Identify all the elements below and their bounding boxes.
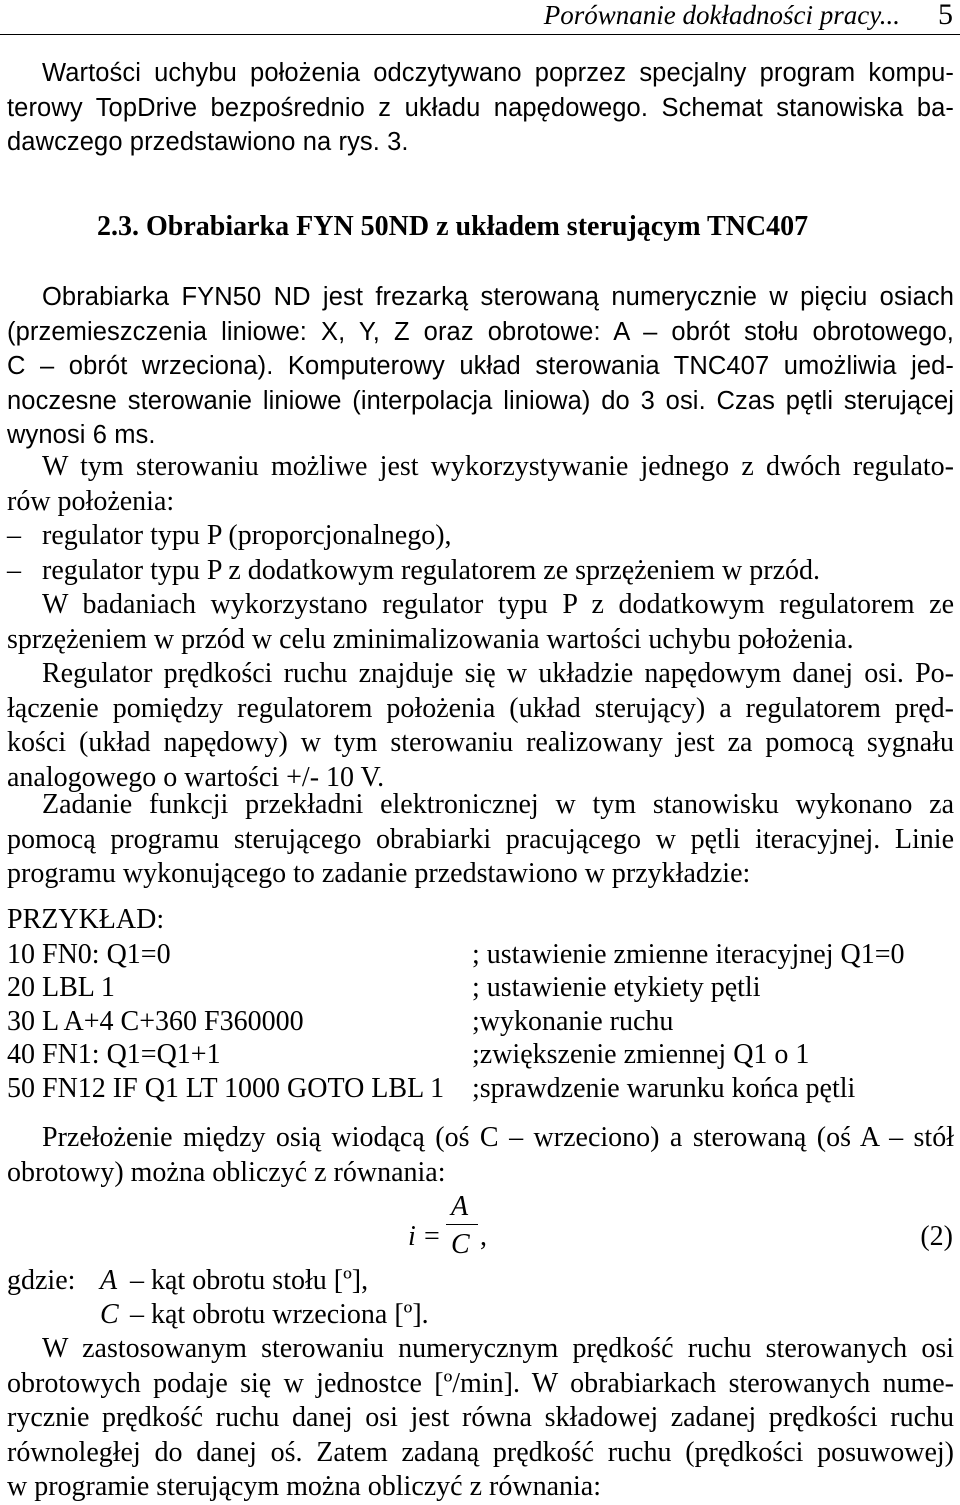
running-header xyxy=(0,0,960,35)
paragraph-ratio xyxy=(7,1121,954,1190)
equation-2 xyxy=(0,1190,960,1270)
definition-symbol: C xyxy=(100,1299,119,1330)
equation-lhs: i xyxy=(408,1221,416,1252)
text-line: C – obrót wrzeciona). Komputerowy układ sterowania TNC407 umożliwia jed- xyxy=(7,352,954,380)
paragraph-research xyxy=(7,588,954,657)
intro-paragraph xyxy=(7,56,954,160)
paragraph-regulators xyxy=(7,450,954,519)
text-line: analogowego o wartości +/- 10 V. xyxy=(7,761,385,793)
text-line: kości (układ napędowy) w tym sterowaniu realizowany jest za pomocą sygnału xyxy=(7,727,954,758)
equation-equals: = xyxy=(424,1221,440,1252)
definition-symbol: A xyxy=(100,1265,118,1296)
text-line: Obrabiarka FYN50 ND jest frezarką sterowaną numerycznie w pięciu osiach xyxy=(42,283,954,311)
code-comment: ; ustawienie zmienne iteracyjnej Q1=0 xyxy=(472,938,905,970)
equation-comma: , xyxy=(480,1221,487,1252)
code-row xyxy=(7,1072,954,1106)
code-line: 30 L A+4 C+360 F360000 xyxy=(7,1005,304,1037)
example-program xyxy=(7,903,954,1105)
code-row xyxy=(7,938,954,972)
text-line: rów położenia: xyxy=(7,485,175,517)
regulator-list xyxy=(7,519,954,588)
where-label: gdzie: xyxy=(7,1265,76,1296)
text-line: terowy TopDrive bezpośrednio z układu napędowego. Schemat stanowiska ba- xyxy=(7,93,954,122)
list-dash: – xyxy=(7,554,21,586)
text-line: (przemieszczenia liniowe: X, Y, Z oraz obrotowe: A – obrót stołu obrotowego, xyxy=(7,317,954,346)
list-item xyxy=(7,554,954,589)
text-line: obrotowy) można obliczyć z równania: xyxy=(7,1156,446,1188)
list-item-text: regulator typu P z dodatkowym regulatorem ze sprzężeniem w przód. xyxy=(42,554,821,586)
code-line: 40 FN1: Q1=Q1+1 xyxy=(7,1039,221,1070)
paragraph-feed-speed xyxy=(7,1332,954,1505)
equation-number: (2) xyxy=(920,1221,953,1252)
text-line: programu wykonującego to zadanie przedstawiono w przykładzie: xyxy=(7,858,751,889)
code-comment: ;sprawdzenie warunku końca pętli xyxy=(472,1072,856,1104)
text-line: w programie sterującym można obliczyć z równania: xyxy=(7,1471,601,1502)
page-number: 5 xyxy=(938,0,953,31)
code-comment: ; ustawienie etykiety pętli xyxy=(472,972,761,1003)
text-line: równoległej do danej oś. Zatem zadaną prędkość ruchu (prędkości posuwowej) xyxy=(7,1436,954,1468)
code-comment: ;wykonanie ruchu xyxy=(472,1005,674,1037)
text-line: wynosi 6 ms. xyxy=(7,421,156,449)
paragraph-machine xyxy=(7,280,954,453)
list-item xyxy=(7,519,954,554)
list-dash: – xyxy=(7,520,21,551)
code-row xyxy=(7,1005,954,1039)
text-line: W zastosowanym sterowaniu numerycznym prędkość ruchu sterowanych osi xyxy=(42,1333,954,1364)
text-line: dawczego przedstawiono na rys. 3. xyxy=(7,128,409,156)
text-line: pomocą programu sterującego obrabiarki pracującego w pętli iteracyjnej. Linie xyxy=(7,823,954,855)
fraction-bar xyxy=(446,1224,478,1225)
definition-row xyxy=(7,1298,954,1332)
text-line: łączenie pomiędzy regulatorem położenia (układ sterujący) a regulatorem pręd- xyxy=(7,692,954,724)
text-line: W badaniach wykorzystano regulator typu P z dodatkowym regulatorem ze xyxy=(42,589,954,620)
text-line: W tym sterowaniu możliwe jest wykorzystywanie jednego z dwóch regulato- xyxy=(42,451,954,482)
list-item-text: regulator typu P (proporcjonalnego), xyxy=(42,520,452,551)
text-line: obrotowych podaje się w jednostce [º/min]. W obrabiarkach sterowanych nume- xyxy=(7,1367,954,1399)
where-definitions xyxy=(7,1264,954,1332)
definition-row xyxy=(7,1264,954,1298)
text-line: rycznie prędkość ruchu danej osi jest równa składowej zadanej prędkości ruchu xyxy=(7,1402,954,1433)
code-comment: ;zwiększenie zmiennej Q1 o 1 xyxy=(472,1039,810,1070)
text-line: Wartości uchybu położenia odczytywano poprzez specjalny program kompu- xyxy=(42,59,954,87)
text-line: Regulator prędkości ruchu znajduje się w układzie napędowym danej osi. Po- xyxy=(42,658,954,689)
definition-text: – kąt obrotu stołu [º], xyxy=(130,1265,369,1296)
text-line: Przełożenie między osią wiodącą (oś C – wrzeciono) a sterowaną (oś A – stół xyxy=(42,1122,954,1153)
example-label: PRZYKŁAD: xyxy=(7,904,165,935)
code-line: 10 FN0: Q1=0 xyxy=(7,938,171,970)
equation-numerator: A xyxy=(451,1191,469,1222)
code-line: 20 LBL 1 xyxy=(7,972,115,1003)
equation-denominator: C xyxy=(451,1229,470,1260)
text-line: noczesne sterowanie liniowe (interpolacja liniowa) do 3 osi. Czas pętli sterującej xyxy=(7,386,954,415)
paragraph-speed-regulator xyxy=(7,657,954,795)
code-line: 50 FN12 IF Q1 LT 1000 GOTO LBL 1 xyxy=(7,1072,445,1104)
text-line: Zadanie funkcji przekładni elektronicznej w tym stanowisku wykonano za xyxy=(42,789,954,820)
section-heading: 2.3. Obrabiarka FYN 50ND z układem sterującym TNC407 xyxy=(97,211,809,242)
code-row xyxy=(7,971,954,1005)
paragraph-gear-function xyxy=(7,788,954,892)
text-line: sprzężeniem w przód w celu zminimalizowania wartości uchybu położenia. xyxy=(7,623,854,655)
running-title: Porównanie dokładności pracy... xyxy=(543,0,900,30)
definition-text: – kąt obrotu wrzeciona [º]. xyxy=(130,1299,429,1330)
code-row xyxy=(7,1038,954,1072)
